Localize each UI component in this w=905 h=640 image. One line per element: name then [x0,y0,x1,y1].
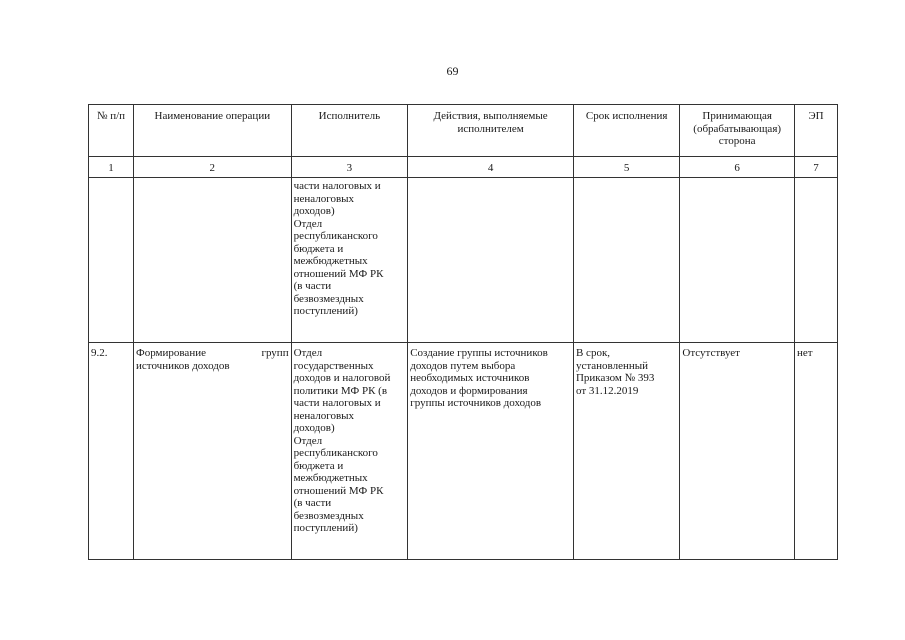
header-number: № п/п [89,105,134,157]
header-term: Срок исполнения [573,105,679,157]
header-executor: Исполнитель [291,105,408,157]
operations-table [88,104,838,560]
column-number: 6 [680,157,795,178]
column-number: 2 [134,157,292,178]
operation-name-rest: источников доходов [136,359,230,372]
term-cell: В срок, установленный Приказом № 393 от 31.12.2019 [573,343,679,560]
header-receiver: Принимающая (обрабатывающая) сторона [680,105,795,157]
column-number: 5 [573,157,679,178]
column-number: 1 [89,157,134,178]
header-ep: ЭП [794,105,837,157]
ep-cell: нет [794,343,837,560]
header-operation-name: Наименование операции [134,105,292,157]
empty-cell [573,178,679,343]
empty-cell [134,178,292,343]
header-actions: Действия, выполняемые исполнителем [408,105,574,157]
empty-cell [89,178,134,343]
operation-name-word1: Формирование [136,347,206,359]
operation-name-word2: групп [261,347,289,359]
receiver-cell: Отсутствует [680,343,795,560]
operation-name-cell [134,343,292,560]
page-number: 69 [446,64,459,78]
row-number-cell: 9.2. [89,343,134,560]
column-number: 4 [408,157,574,178]
column-number-row [89,157,838,178]
continuation-executor-cell: части налоговых и неналоговых доходов) Отдел республиканского бюджета и межбюджетных отношений МФ РК (в части безвозмездных поступлений) [291,178,408,343]
executor-cell: Отдел государственных доходов и налоговой политики МФ РК (в части налоговых и неналоговых доходов) Отдел республиканского бюджета и межбюджетных отношений МФ РК (в части безвозмездных поступлений) [291,343,408,560]
empty-cell [680,178,795,343]
column-number: 7 [794,157,837,178]
actions-cell: Создание группы источников доходов путем выбора необходимых источников доходов и формирования группы источников доходов [408,343,574,560]
column-number: 3 [291,157,408,178]
continuation-row [89,178,838,343]
table-row-9-2 [89,343,838,560]
empty-cell [794,178,837,343]
table-header-row [89,105,838,157]
empty-cell [408,178,574,343]
